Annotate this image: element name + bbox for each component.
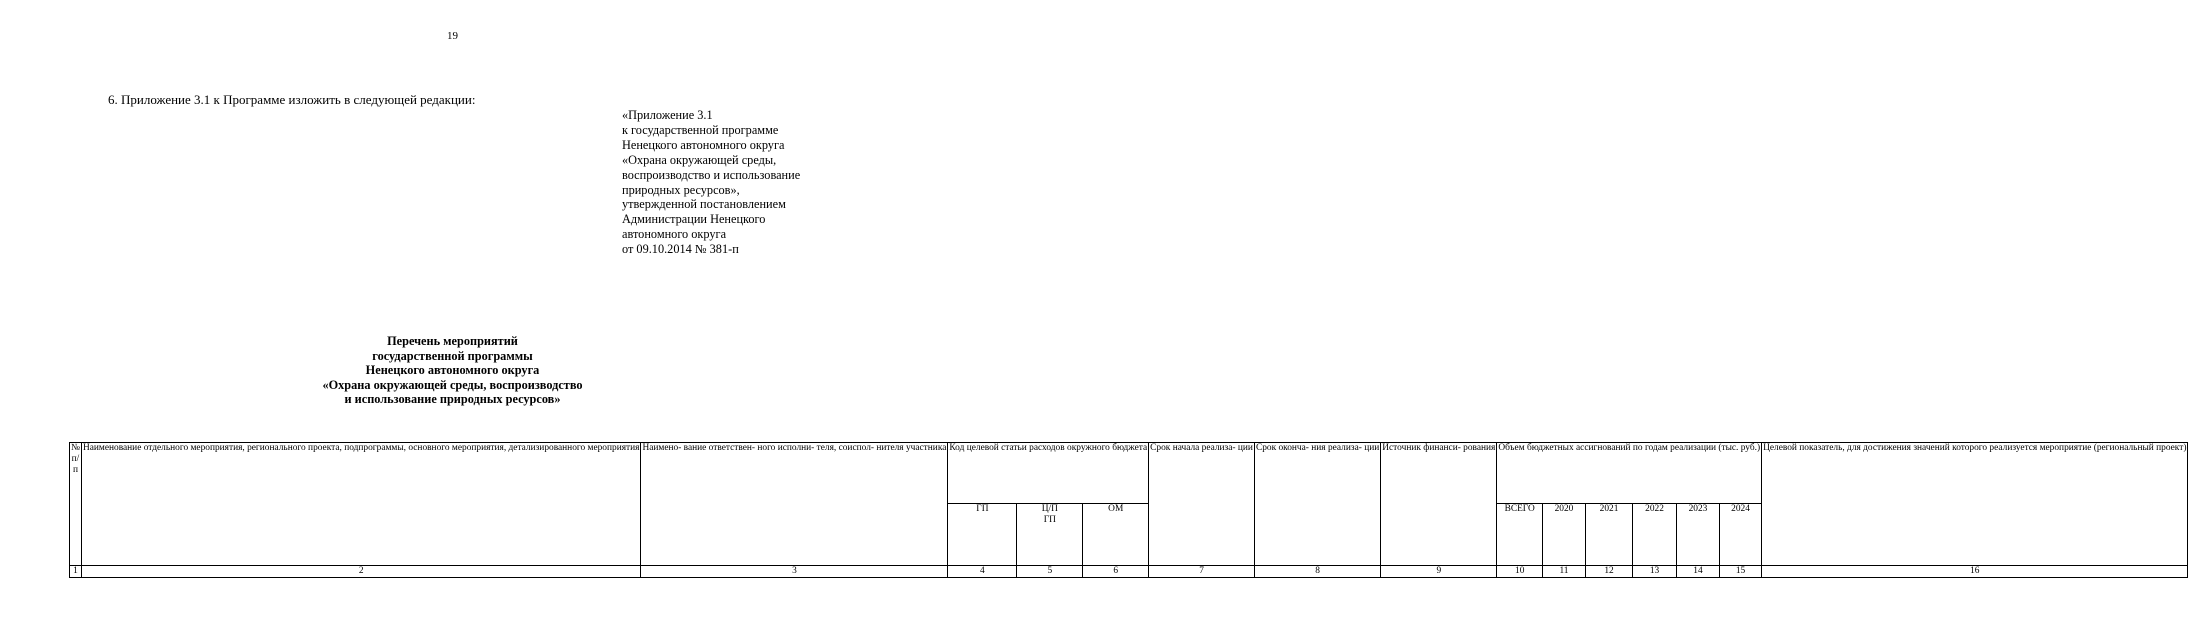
column-number: 4 [948, 566, 1017, 578]
column-number: 8 [1254, 566, 1380, 578]
appendix-line: воспроизводство и использование [622, 167, 801, 182]
header-budget-volume-spacer [1497, 470, 1762, 504]
header-responsible: Наимено- вание ответствен- ного исполни- теля, соиспол- нителя участника [641, 443, 948, 566]
column-number: 16 [1762, 566, 2188, 578]
header-year: 2024 [1719, 504, 1761, 566]
header-budget-code: Код целевой статьи расходов окружного бюджета [948, 443, 1149, 504]
page-number: 19 [447, 30, 458, 42]
column-number: 3 [641, 566, 948, 578]
column-number: 5 [1017, 566, 1083, 578]
header-year: 2020 [1543, 504, 1586, 566]
column-number: 7 [1149, 566, 1255, 578]
title-line: государственной программы [372, 348, 533, 363]
column-number: 11 [1543, 566, 1586, 578]
column-number: 2 [81, 566, 641, 578]
header-num: № п/п [70, 443, 82, 566]
amendment-instruction: 6. Приложение 3.1 к Программе изложить в следующей редакции: [108, 92, 476, 107]
column-number: 1 [70, 566, 82, 578]
column-number: 14 [1676, 566, 1719, 578]
column-number: 6 [1083, 566, 1149, 578]
appendix-reference-block [622, 108, 882, 257]
appendix-line: автономного округа [622, 227, 727, 242]
column-number: 9 [1381, 566, 1497, 578]
header-year: 2021 [1585, 504, 1632, 566]
title-line: и использование природных ресурсов» [344, 392, 561, 407]
header-code-cpgp: Ц/П ГП [1017, 504, 1083, 566]
appendix-line: природных ресурсов», [622, 182, 740, 197]
appendix-line: от 09.10.2014 № 381-п [622, 242, 739, 257]
header-code-om: ОМ [1083, 504, 1149, 566]
header-year: 2022 [1633, 504, 1677, 566]
header-end-date: Срок оконча- ния реализа- ции [1254, 443, 1380, 566]
header-total: ВСЕГО [1497, 504, 1543, 566]
header-funding-source: Источник финанси- рования [1381, 443, 1497, 566]
title-line: «Охрана окружающей среды, воспроизводство [322, 377, 583, 392]
header-start-date: Срок начала реализа- ции [1149, 443, 1255, 566]
column-number: 10 [1497, 566, 1543, 578]
header-budget-volume: Объем бюджетных ассигнований по годам реализации (тыс. руб.) [1497, 443, 1762, 470]
appendix-line: Администрации Ненецкого [622, 212, 766, 227]
header-year: 2023 [1676, 504, 1719, 566]
column-number-row [70, 566, 2188, 578]
appendix-line: «Охрана окружающей среды, [622, 152, 777, 167]
column-number: 13 [1633, 566, 1677, 578]
appendix-line: Ненецкого автономного округа [622, 137, 785, 152]
document-title [0, 334, 905, 407]
column-number: 12 [1585, 566, 1632, 578]
header-target-indicator: Целевой показатель, для достижения значений которого реализуется мероприятие (региональный проект) [1762, 443, 2188, 566]
appendix-line: утвержденной постановлением [622, 197, 786, 212]
header-name: Наименование отдельного мероприятия, регионального проекта, подпрограммы, основного мероприятия, детализированного мероприятия [81, 443, 641, 566]
title-line: Ненецкого автономного округа [365, 363, 540, 378]
header-code-gp: ГП [948, 504, 1017, 566]
appendix-line: «Приложение 3.1 [622, 108, 713, 122]
appendix-line: к государственной программе [622, 122, 779, 137]
title-line: Перечень мероприятий [387, 334, 518, 348]
measures-table [69, 442, 2188, 578]
column-number: 15 [1719, 566, 1761, 578]
